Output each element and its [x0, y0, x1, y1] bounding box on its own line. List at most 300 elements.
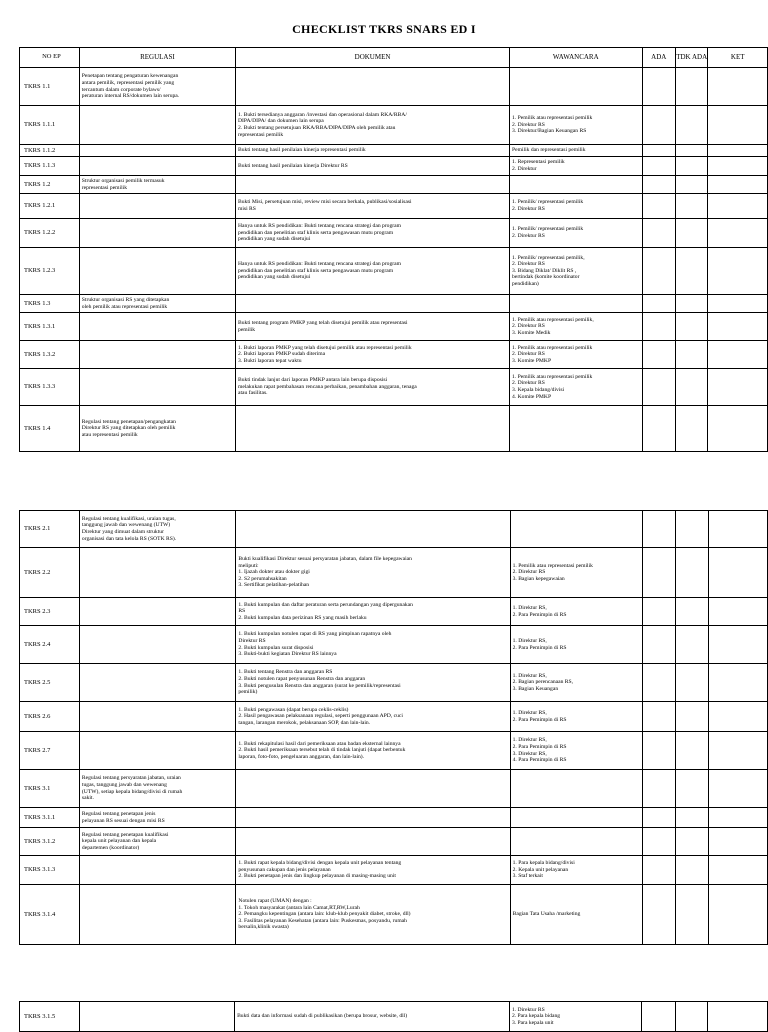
text-line: 3. Komite Medik: [512, 329, 551, 336]
table-row: [20, 702, 768, 732]
ada-checkbox-cell[interactable]: [643, 856, 676, 885]
table-row: [20, 194, 768, 219]
ket-cell[interactable]: [708, 885, 767, 945]
ket-cell[interactable]: [708, 732, 767, 770]
tdk-ada-checkbox-cell[interactable]: [675, 157, 707, 176]
regulasi-cell: [79, 106, 235, 145]
text-line: 2. Bukti laporan PMKP sudah diterima: [238, 351, 326, 358]
text-line: pemilik): [238, 689, 258, 696]
ada-checkbox-cell[interactable]: [642, 248, 675, 295]
wawancara-cell: [510, 295, 642, 313]
text-line: Bukti tentang hasil penilaian kinerja representasi pemilik: [238, 147, 366, 154]
text-line: 1. Bukti tersedianya anggaran /investasi dan operasional dalam RKA/RBA/: [238, 111, 407, 118]
tdk-ada-checkbox-cell[interactable]: [676, 511, 708, 548]
ket-cell[interactable]: [708, 702, 767, 732]
tdk-ada-checkbox-cell[interactable]: [676, 856, 708, 885]
ada-checkbox-cell[interactable]: [643, 598, 676, 626]
text-line: penyusunan cakupan dan jenis pelayanan: [238, 866, 331, 873]
ket-cell[interactable]: [708, 598, 767, 626]
text-line: 2. Bagian perencanaan RS,: [512, 679, 574, 686]
table-row: [20, 295, 768, 313]
ket-cell[interactable]: [708, 219, 768, 248]
dokumen-cell: [236, 341, 510, 369]
text-line: kepala unit pelayanan dan kepala: [81, 838, 157, 845]
regulasi-cell: [79, 295, 235, 313]
text-line: 1. Direktur RS,: [512, 637, 547, 644]
wawancara-cell: [510, 626, 643, 664]
dokumen-cell: [236, 248, 510, 295]
text-line: pendidikan): [512, 280, 539, 287]
text-line: 1. Bukti tentang Renstra dan anggaran RS: [238, 669, 333, 676]
tdk-ada-checkbox-cell[interactable]: [675, 106, 707, 145]
ada-checkbox-cell[interactable]: [642, 369, 675, 406]
table-row: [20, 145, 768, 157]
text-line: Regulasi tentang penetapan kualifikasi: [81, 831, 169, 838]
header-no-ep: NO EP: [20, 48, 80, 68]
text-line: 3. Kepala bidang/divisi: [512, 387, 565, 393]
text-line: bersalin,klinik swasta): [238, 924, 289, 931]
dokumen-cell: [236, 145, 510, 157]
text-line: 1. Bukti rapat kepala bidang/divisi dengan kepala unit pelayanan tentang: [238, 860, 402, 867]
ada-checkbox-cell[interactable]: [643, 548, 676, 598]
ep-cell: TKRS 2.2: [20, 548, 80, 598]
text-line: 3. Komite PMKP: [512, 357, 552, 364]
dokumen-cell: [236, 664, 510, 702]
tdk-ada-checkbox-cell[interactable]: [675, 313, 707, 341]
table-row: [20, 341, 768, 369]
tdk-ada-checkbox-cell[interactable]: [676, 702, 708, 732]
wawancara-cell: [510, 732, 643, 770]
text-line: departemen (koordinator): [81, 844, 140, 851]
tdk-ada-checkbox-cell[interactable]: [676, 626, 708, 664]
regulasi-cell: [79, 828, 235, 856]
text-line: 4. Komite PMKP: [512, 393, 552, 400]
text-line: 2. Para kepala bidang: [511, 1013, 561, 1020]
text-line: melakukan rapat pembahasan rencana perbaikan, penambahan anggaran, tenaga: [238, 383, 417, 390]
tdk-ada-checkbox-cell[interactable]: [675, 176, 707, 194]
text-line: 3. Bidang Diklat/ Diklit RS ,: [512, 267, 577, 274]
dokumen-cell: [236, 176, 510, 194]
text-line: tercantum dalam corporate bylaws/: [81, 86, 161, 93]
text-line: 2. Bukti tentang persetujuan RKA/RBA/DIPA/DIPA oleh pemilik atau: [238, 125, 396, 131]
text-line: bertindak (komite koordinator: [512, 274, 580, 281]
text-line: 1. Direktur RS,: [512, 604, 547, 611]
dokumen-cell: [236, 68, 510, 106]
tdk-ada-checkbox-cell[interactable]: [676, 548, 708, 598]
ket-cell[interactable]: [708, 406, 768, 452]
ada-checkbox-cell[interactable]: [642, 313, 675, 341]
text-line: pendidikan yang sudah disetujui: [238, 274, 311, 281]
text-line: Direktur RS: [238, 637, 266, 644]
text-line: Bukti Misi, persetujuan misi, review misi secara berkala, publikasi/sosialisasi: [238, 199, 412, 206]
ket-cell[interactable]: [708, 145, 768, 157]
text-line: Hanya untuk RS pendidikan: Bukti tentang rencana strategi dan program: [238, 261, 401, 268]
ep-cell: TKRS 1.1.3: [20, 157, 80, 176]
text-line: Pemilik dan representasi pemilik: [512, 147, 586, 154]
wawancara-cell: [510, 313, 642, 341]
text-line: 3. Bukti laporan tepat waktu: [238, 357, 302, 364]
table-row: [20, 248, 768, 295]
text-line: 2. Direktur RS: [512, 261, 545, 268]
table-row: [20, 598, 768, 626]
dokumen-cell: [236, 406, 510, 452]
text-line: 2. Direktur RS: [512, 233, 545, 239]
regulasi-cell: [79, 194, 235, 219]
text-line: pelayanan RS sesuai dengan misi RS: [81, 817, 165, 824]
tdk-ada-checkbox-cell[interactable]: [675, 1002, 707, 1032]
text-line: 1. Ijazah dokter atau dokter gigi: [238, 569, 310, 576]
table-row: [20, 313, 768, 341]
wawancara-cell: [510, 369, 642, 406]
text-line: 2. Para Pemimpin di RS: [512, 644, 567, 651]
dokumen-cell: [236, 548, 510, 598]
table-row: [20, 856, 768, 885]
text-line: pemilik: [238, 326, 256, 333]
tdk-ada-checkbox-cell[interactable]: [676, 808, 708, 828]
table-row: [20, 828, 768, 856]
text-line: 3. Bukti-bukti kegiatan Direktur RS lainnya: [238, 651, 337, 658]
regulasi-cell: [79, 885, 235, 945]
ep-cell: TKRS 1.1.1: [20, 106, 80, 145]
text-line: Regulasi tentang penetapan/pengangkatan: [81, 418, 176, 425]
ket-cell[interactable]: [708, 194, 768, 219]
text-line: Bukti data dan informasi sudah di publikasikan (berupa brosur, website, dll): [237, 1013, 408, 1020]
dokumen-cell: [236, 295, 510, 313]
text-line: 1. Pemilik atau representasi pemilik: [512, 115, 593, 122]
ket-cell[interactable]: [708, 341, 768, 369]
text-line: 1. Representasi pemilik: [512, 159, 565, 166]
ket-cell[interactable]: [708, 176, 768, 194]
ep-cell: TKRS 1.2.3: [20, 248, 80, 295]
text-line: 3. Sertifikat pelatihan-pelatihan: [238, 582, 310, 589]
text-line: oleh pemilik atau representasi pemilik: [81, 303, 168, 310]
ket-cell[interactable]: [708, 828, 767, 856]
ada-checkbox-cell[interactable]: [643, 770, 676, 808]
checklist-table-2: [19, 510, 768, 945]
text-line: misi RS: [238, 206, 256, 212]
text-line: peraturan internal RS/dokumen lain serupa.: [81, 93, 180, 100]
checklist-table-3: [19, 1001, 768, 1032]
text-line: 2. Bukti kumpulan data perizinan RS yang masih berlaku: [238, 614, 367, 621]
table-row: [20, 176, 768, 194]
text-line: 3. Fasilitas pelayanan Kesehatan (antara lain: Puskesmas, posyandu, rumah: [238, 917, 407, 924]
ep-cell: TKRS 1.2.1: [20, 194, 80, 219]
ada-checkbox-cell[interactable]: [642, 406, 675, 452]
ep-cell: TKRS 1.3.3: [20, 369, 80, 406]
ket-cell[interactable]: [708, 106, 768, 145]
regulasi-cell: [80, 1002, 235, 1032]
text-line: 1. Direktur RS,: [512, 672, 547, 679]
text-line: 1. Pemilik/ representasi pemilik,: [512, 254, 585, 261]
ket-cell[interactable]: [708, 157, 768, 176]
wawancara-cell: [510, 828, 643, 856]
ep-cell: TKRS 1.1: [20, 68, 80, 106]
text-line: 2. Bukti notulen rapat penyusunan Renstra dan anggaran: [238, 675, 366, 682]
text-line: tangan, larangan merokok, pelaksanaan SOP, dan lain-lain.: [238, 719, 371, 726]
table-header-row: [20, 48, 768, 68]
text-line: 1. Pemilik atau representasi pemilik,: [512, 316, 594, 323]
text-line: pendidikan dan penelitian staf klinis serta pengawasan mutu program: [238, 267, 394, 274]
ket-cell[interactable]: [708, 511, 767, 548]
regulasi-cell: [79, 702, 235, 732]
text-line: 1. Pemilik/ representasi pemilik: [512, 226, 584, 233]
ep-cell: TKRS 3.1.4: [20, 885, 80, 945]
ket-cell[interactable]: [708, 856, 767, 885]
text-line: 1. Pemilik atau representasi pemilik: [512, 373, 593, 380]
text-line: 1. Pemilik atau representasi pemilik: [512, 344, 593, 351]
wawancara-cell: [510, 176, 642, 194]
regulasi-cell: [79, 157, 235, 176]
ket-cell[interactable]: [708, 626, 767, 664]
dokumen-cell: [236, 626, 510, 664]
table-row: [20, 219, 768, 248]
ep-cell: TKRS 3.1: [20, 770, 80, 808]
wawancara-cell: [510, 511, 643, 548]
text-line: pendidikan yang sudah disetujui: [238, 236, 311, 243]
text-line: organisasi dan tata kelola RS (SOTK RS).: [81, 535, 177, 542]
ada-checkbox-cell[interactable]: [643, 511, 676, 548]
wawancara-cell: [510, 68, 642, 106]
text-line: meliputi:: [238, 562, 259, 569]
ep-cell: TKRS 3.1.3: [20, 856, 80, 885]
text-line: Bukti tentang program PMKP yang telah disetujui pemilik atau representasi: [238, 319, 408, 326]
text-line: Struktur organisasi pemilik termasuk: [81, 177, 165, 184]
text-line: 2. Direktur RS: [512, 206, 545, 212]
text-line: 2. Direktur RS: [512, 121, 545, 128]
dokumen-cell: [236, 313, 510, 341]
ket-cell[interactable]: [708, 664, 767, 702]
text-line: Notulen rapat (UMAN) dengan :: [238, 898, 312, 905]
ada-checkbox-cell[interactable]: [643, 828, 676, 856]
wawancara-cell: [510, 664, 643, 702]
text-line: 2. Direktur: [512, 166, 537, 172]
dokumen-cell: [236, 369, 510, 406]
header-ada: ADA: [642, 48, 675, 68]
text-line: 3. Staf terkait: [512, 873, 543, 880]
wawancara-cell: [510, 145, 642, 157]
tdk-ada-checkbox-cell[interactable]: [675, 248, 707, 295]
dokumen-cell: [236, 157, 510, 176]
ada-checkbox-cell[interactable]: [642, 219, 675, 248]
wawancara-cell: [510, 885, 643, 945]
ep-cell: TKRS 2.4: [20, 626, 80, 664]
dokumen-cell: [236, 770, 510, 808]
text-line: laporan, foto-foto, pengeluaran anggaran, dan lain-lain).: [238, 753, 365, 760]
text-line: tugas, tanggung jawab dan wewenang: [81, 781, 167, 788]
text-line: Bagian Tata Usaha /marketing: [512, 911, 581, 918]
dokumen-cell: [236, 732, 510, 770]
wawancara-cell: [510, 219, 642, 248]
ada-checkbox-cell[interactable]: [643, 702, 676, 732]
dokumen-cell: [236, 702, 510, 732]
ada-checkbox-cell[interactable]: [642, 341, 675, 369]
regulasi-cell: [79, 598, 235, 626]
regulasi-cell: [79, 341, 235, 369]
ada-checkbox-cell[interactable]: [642, 68, 675, 106]
tdk-ada-checkbox-cell[interactable]: [675, 219, 707, 248]
ket-cell[interactable]: [708, 1002, 768, 1032]
dokumen-cell: [236, 856, 510, 885]
text-line: representasi pemilik: [238, 131, 284, 138]
tdk-ada-checkbox-cell[interactable]: [675, 406, 707, 452]
ada-checkbox-cell[interactable]: [642, 1002, 675, 1032]
wawancara-cell: [510, 808, 643, 828]
text-line: 3. Direktur/Bagian Keuangan RS: [512, 128, 587, 135]
ket-cell[interactable]: [708, 808, 767, 828]
wawancara-cell: [510, 341, 642, 369]
ket-cell[interactable]: [708, 295, 768, 313]
text-line: 1. Para kepala bidang/divisi: [512, 860, 575, 867]
text-line: 3. Bagian Keuangan: [512, 685, 559, 692]
ep-cell: TKRS 3.1.5: [20, 1002, 80, 1032]
header-wawancara: WAWANCARA: [510, 48, 642, 68]
text-line: 2. Direktur RS: [512, 323, 545, 330]
tdk-ada-checkbox-cell[interactable]: [676, 828, 708, 856]
wawancara-cell: [510, 702, 643, 732]
text-line: Bukti tindak lanjut dari laporan PMKP antara lain berupa disposisi: [238, 377, 388, 384]
ada-checkbox-cell[interactable]: [642, 295, 675, 313]
ket-cell[interactable]: [708, 313, 768, 341]
wawancara-cell: [510, 157, 642, 176]
text-line: 3. Bukti pengusulan Renstra dan anggaran (surat ke pemilik/representasi: [238, 682, 401, 689]
ket-cell[interactable]: [708, 68, 768, 106]
ep-cell: TKRS 2.3: [20, 598, 80, 626]
table-row: [20, 626, 768, 664]
text-line: 1. Bukti laporan PMKP yang telah disetujui pemilik atau representasi pemilik: [238, 344, 412, 351]
regulasi-cell: [79, 548, 235, 598]
regulasi-cell: [79, 808, 235, 828]
table-row: [20, 732, 768, 770]
ada-checkbox-cell[interactable]: [643, 885, 676, 945]
text-line: 2. Direktur RS: [512, 569, 546, 576]
table-row: [20, 406, 768, 452]
text-line: atau representasi pemilik: [81, 431, 138, 438]
wawancara-cell: [509, 1002, 641, 1032]
text-line: 3. Para kepala unit: [511, 1019, 554, 1026]
text-line: 2. Bukti hasil pemeriksaan tersebut telah di tindak lanjuti (dapat berbentuk: [238, 747, 406, 754]
ep-cell: TKRS 1.1.2: [20, 145, 80, 157]
ada-checkbox-cell[interactable]: [643, 732, 676, 770]
dokumen-cell: [236, 885, 510, 945]
regulasi-cell: [79, 770, 235, 808]
ada-checkbox-cell[interactable]: [642, 194, 675, 219]
text-line: Bukti kualifikasi Direktur sesuai persyaratan jabatan, dalam file kepegawaian: [238, 556, 412, 563]
text-line: atau fasilitas.: [238, 390, 268, 397]
ket-cell[interactable]: [708, 770, 767, 808]
table-row: [20, 808, 768, 828]
ep-cell: TKRS 1.4: [20, 406, 80, 452]
ada-checkbox-cell[interactable]: [642, 145, 675, 157]
text-line: tanggung jawab dan wewenang (UTW): [81, 522, 171, 529]
text-line: 2. Bukti penetapan jenis dan lingkup pelayanan di masing-masing unit: [238, 873, 396, 880]
table-row: [20, 770, 768, 808]
ada-checkbox-cell[interactable]: [642, 106, 675, 145]
ket-cell[interactable]: [708, 369, 768, 406]
dokumen-cell: [235, 1002, 510, 1032]
text-line: 2. Hasil pengawasan pelaksanaan regulasi, seperti penggunaan APD, cuci: [238, 713, 403, 720]
ket-cell[interactable]: [708, 548, 767, 598]
table-row: [20, 511, 768, 548]
text-line: 3. Direktur RS,: [512, 750, 547, 757]
ada-checkbox-cell[interactable]: [643, 808, 676, 828]
text-line: Direktur RS yang ditetapkan oleh pemilik: [81, 425, 176, 432]
wawancara-cell: [510, 598, 643, 626]
tdk-ada-checkbox-cell[interactable]: [676, 664, 708, 702]
text-line: 1. Pemilik/ representasi pemilik: [512, 199, 584, 206]
wawancara-cell: [510, 856, 643, 885]
dokumen-cell: [236, 828, 510, 856]
ep-cell: TKRS 3.1.1: [20, 808, 80, 828]
tdk-ada-checkbox-cell[interactable]: [676, 885, 708, 945]
tdk-ada-checkbox-cell[interactable]: [675, 369, 707, 406]
text-line: 1. Bukti rekapitulasi hasil dari pemeriksaan atau badan eksternal lainnya: [238, 740, 401, 747]
ep-cell: TKRS 1.3.1: [20, 313, 80, 341]
tdk-ada-checkbox-cell[interactable]: [675, 341, 707, 369]
regulasi-cell: [79, 145, 235, 157]
wawancara-cell: [510, 406, 642, 452]
text-line: Direktur yang dimuat dalam struktur: [81, 529, 164, 535]
text-line: 1. Bukti kumpulan dan daftar peraturan serta perundangan yang dipergunakan: [238, 601, 413, 608]
text-line: antara pemilik, representasi pemilik yang: [81, 79, 175, 86]
regulasi-cell: [79, 219, 235, 248]
text-line: Bukti tentang hasil penilaian kinerja Direktur RS: [238, 162, 348, 169]
ep-cell: TKRS 3.1.2: [20, 828, 80, 856]
tdk-ada-checkbox-cell[interactable]: [676, 732, 708, 770]
tdk-ada-checkbox-cell[interactable]: [675, 68, 707, 106]
header-dokumen: DOKUMEN: [236, 48, 510, 68]
ep-cell: TKRS 1.2: [20, 176, 80, 194]
text-line: 2. S2 perumahsakitan: [238, 575, 287, 582]
table-row: [20, 369, 768, 406]
table-row: [20, 106, 768, 145]
table-row: [20, 548, 768, 598]
table-row: [20, 664, 768, 702]
header-regulasi: REGULASI: [79, 48, 235, 68]
checklist-table-1: [19, 47, 768, 452]
table-row: [20, 1002, 768, 1032]
regulasi-cell: [79, 369, 235, 406]
text-line: 1. Pemilik atau representasi pemilik: [512, 562, 593, 569]
ada-checkbox-cell[interactable]: [643, 626, 676, 664]
text-line: Penetapan tentang pengaturan kewenangan: [81, 73, 179, 80]
dokumen-cell: [236, 598, 510, 626]
regulasi-cell: [79, 626, 235, 664]
tdk-ada-checkbox-cell[interactable]: [675, 145, 707, 157]
table-row: [20, 68, 768, 106]
ket-cell[interactable]: [708, 248, 768, 295]
ada-checkbox-cell[interactable]: [643, 664, 676, 702]
table-row: [20, 885, 768, 945]
text-line: 2. Direktur RS: [512, 380, 545, 387]
ep-cell: TKRS 1.2.2: [20, 219, 80, 248]
regulasi-cell: [79, 732, 235, 770]
tdk-ada-checkbox-cell[interactable]: [676, 770, 708, 808]
ada-checkbox-cell[interactable]: [642, 157, 675, 176]
tdk-ada-checkbox-cell[interactable]: [676, 598, 708, 626]
text-line: DIPA/DIPA/ dan dokumen lain serupa: [238, 118, 324, 125]
tdk-ada-checkbox-cell[interactable]: [675, 194, 707, 219]
ep-cell: TKRS 2.7: [20, 732, 80, 770]
dokumen-cell: [236, 511, 510, 548]
header-ket: KET: [708, 48, 768, 68]
dokumen-cell: [236, 106, 510, 145]
dokumen-cell: [236, 219, 510, 248]
ada-checkbox-cell[interactable]: [642, 176, 675, 194]
text-line: 2. Kepala unit pelayanan: [512, 866, 569, 873]
wawancara-cell: [510, 248, 642, 295]
tdk-ada-checkbox-cell[interactable]: [675, 295, 707, 313]
ep-cell: TKRS 2.5: [20, 664, 80, 702]
